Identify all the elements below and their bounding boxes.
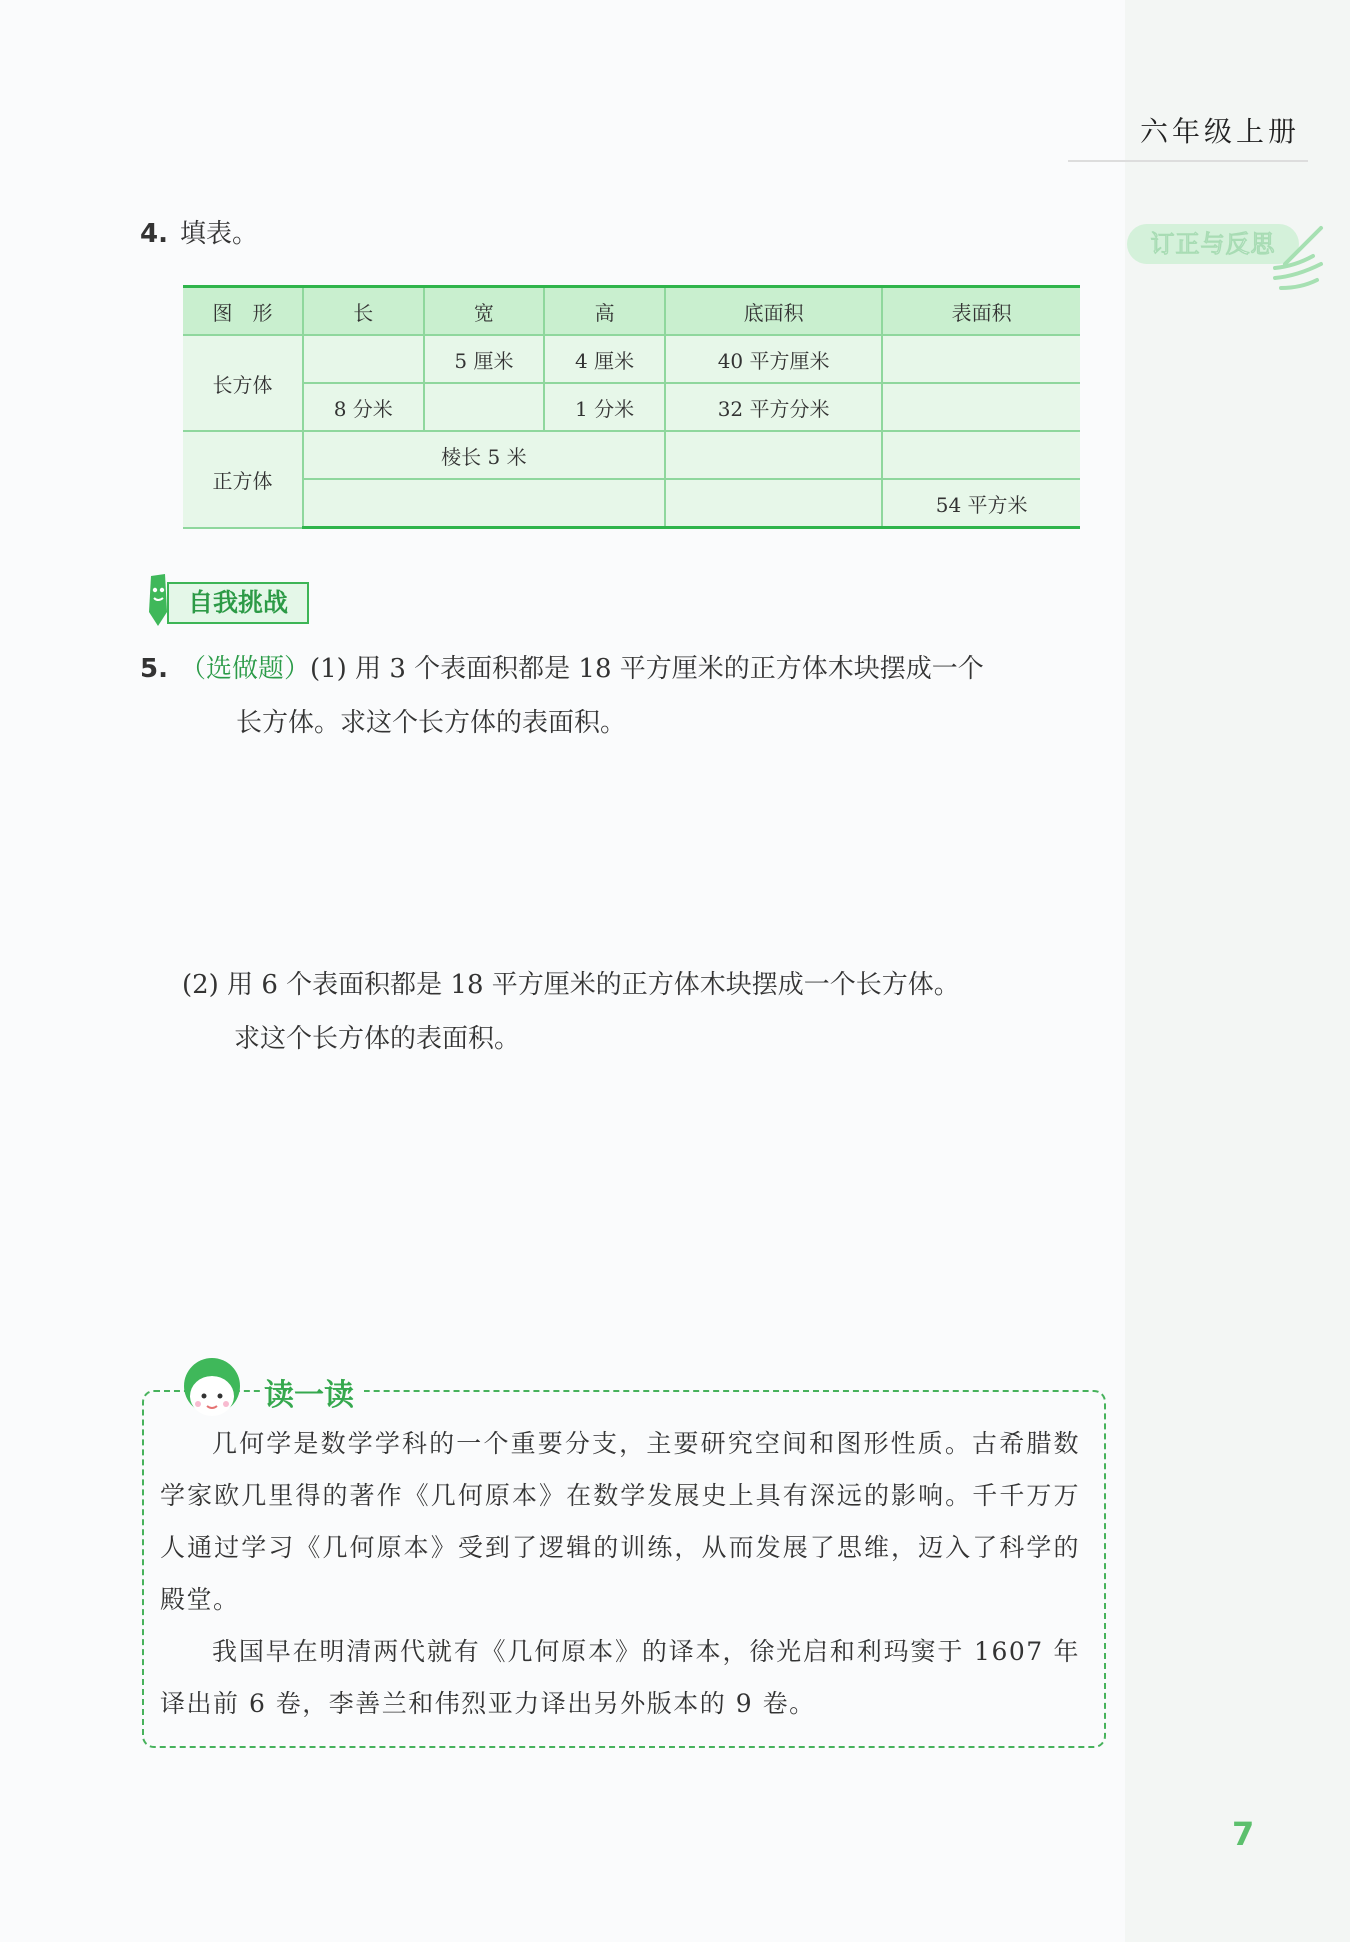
reading-paragraph-2: 我国早在明清两代就有《几何原本》的译本，徐光启和利玛窦于 1607 年译出前 6 卷，李善兰和伟烈亚力译出另外版本的 9 卷。 <box>160 1637 1080 1718</box>
question-text: 填表。 <box>179 219 258 249</box>
cuboid-label: 长方体 <box>183 335 303 431</box>
header-shape: 图 形 <box>183 287 303 336</box>
reading-paragraph-1: 几何学是数学学科的一个重要分支，主要研究空间和图形性质。古希腊数学家欧几里得的著作《几何原本》在数学发展史上具有深远的影响。千千万万人通过学习《几何原本》受到了逻辑的训练，从而发展了思维，迈入了科学的殿堂。 <box>160 1429 1080 1614</box>
part1-line2: 长方体。求这个长方体的表面积。 <box>236 708 627 738</box>
part1-line1: (1) 用 3 个表面积都是 18 平方厘米的正方体木块摆成一个 <box>309 654 984 684</box>
pencil-icon <box>1125 218 1325 294</box>
question-number: 5. <box>140 654 168 684</box>
table-cell: 5 厘米 <box>424 335 545 383</box>
answer-cell[interactable] <box>882 431 1080 479</box>
fill-in-table <box>183 285 1080 529</box>
table-row <box>183 479 1080 528</box>
table-row <box>183 335 1080 383</box>
cube-label: 正方体 <box>183 431 303 528</box>
table-cell: 1 分米 <box>544 383 665 431</box>
table-cell: 54 平方米 <box>882 479 1080 528</box>
header-divider <box>1068 160 1308 162</box>
part2-line1: (2) 用 6 个表面积都是 18 平方厘米的正方体木块摆成一个长方体。 <box>182 970 960 1000</box>
header-surface-area: 表面积 <box>882 287 1080 336</box>
review-tag <box>1125 218 1325 294</box>
answer-cell[interactable] <box>665 431 882 479</box>
question-5 <box>140 642 1090 750</box>
table-cell: 8 分米 <box>303 383 424 431</box>
challenge-label: 自我挑战 <box>167 582 309 624</box>
header-width: 宽 <box>424 287 545 336</box>
question-number: 4. <box>140 219 168 249</box>
table-row <box>183 431 1080 479</box>
review-tag-label: 订正与反思 <box>1127 224 1299 264</box>
question-4 <box>140 213 258 250</box>
page-number: 7 <box>1232 1815 1255 1853</box>
answer-cell[interactable] <box>882 383 1080 431</box>
table-cell: 棱长 5 米 <box>303 431 665 479</box>
header-height: 高 <box>544 287 665 336</box>
answer-cell[interactable] <box>424 383 545 431</box>
header-base-area: 底面积 <box>665 287 882 336</box>
grade-label: 六年级上册 <box>1140 115 1301 148</box>
answer-cell[interactable] <box>303 335 424 383</box>
answer-cell[interactable] <box>303 479 665 528</box>
table-cell: 4 厘米 <box>544 335 665 383</box>
answer-cell[interactable] <box>665 479 882 528</box>
table-row <box>183 383 1080 431</box>
reading-title: 读一读 <box>260 1370 364 1414</box>
table-cell: 32 平方分米 <box>665 383 882 431</box>
optional-tag: （选做题） <box>179 654 310 684</box>
reading-text <box>160 1418 1080 1730</box>
answer-cell[interactable] <box>882 335 1080 383</box>
part2-line2: 求这个长方体的表面积。 <box>234 1024 521 1054</box>
header-length: 长 <box>303 287 424 336</box>
table-header-row <box>183 287 1080 336</box>
table-cell: 40 平方厘米 <box>665 335 882 383</box>
question-5-part-2 <box>182 958 1082 1066</box>
